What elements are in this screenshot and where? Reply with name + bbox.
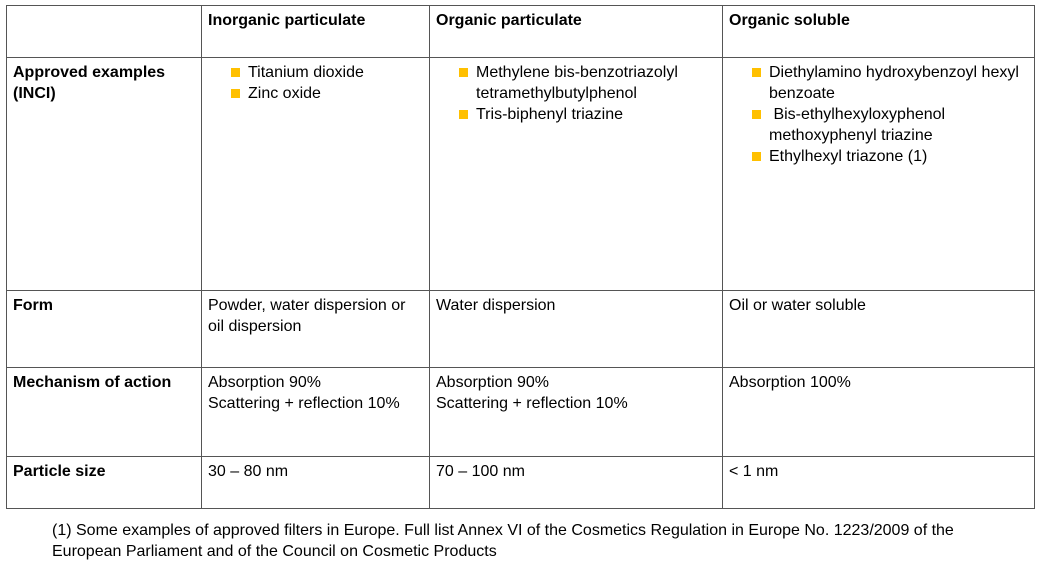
mechanism-line: Absorption 90%	[208, 374, 321, 391]
footnote: (1) Some examples of approved filters in Europe. Full list Annex VI of the Cosmetics Regulation in Europe No. 1223/2009 of the European Parliament and of the Council on Cosmetic Products	[52, 522, 954, 560]
list-item	[729, 62, 1028, 104]
mechanism-row	[7, 368, 1035, 457]
mechanism-line: Scattering + reflection 10%	[436, 395, 628, 412]
header-organic-soluble: Organic soluble	[723, 6, 1035, 58]
row-label-particle-size: Particle size	[7, 457, 202, 509]
examples-inorganic-cell	[202, 58, 430, 291]
bullet-square-icon	[459, 110, 468, 119]
form-inorganic-cell: Powder, water dispersion or oil dispersion	[202, 291, 430, 368]
list-item-text: Zinc oxide	[248, 85, 321, 102]
form-organic-particulate-cell: Water dispersion	[430, 291, 723, 368]
examples-organic-particulate-list	[436, 62, 716, 125]
row-label-mechanism: Mechanism of action	[7, 368, 202, 457]
list-item-text: Titanium dioxide	[248, 64, 364, 81]
particle-size-organic-particulate-cell: 70 – 100 nm	[430, 457, 723, 509]
list-item-text: Tris-biphenyl triazine	[476, 106, 624, 123]
header-inorganic-particulate: Inorganic particulate	[202, 6, 430, 58]
examples-row	[7, 58, 1035, 291]
bullet-square-icon	[752, 68, 761, 77]
particle-size-inorganic-cell: 30 – 80 nm	[202, 457, 430, 509]
examples-organic-particulate-cell	[430, 58, 723, 291]
list-item	[208, 83, 423, 104]
mechanism-organic-particulate-cell	[430, 368, 723, 457]
mechanism-line: Scattering + reflection 10%	[208, 395, 400, 412]
list-item	[729, 104, 1028, 146]
mechanism-inorganic-cell	[202, 368, 430, 457]
bullet-square-icon	[752, 152, 761, 161]
header-row	[7, 6, 1035, 58]
form-organic-soluble-cell: Oil or water soluble	[723, 291, 1035, 368]
bullet-square-icon	[231, 68, 240, 77]
examples-organic-soluble-list	[729, 62, 1028, 167]
mechanism-organic-soluble-cell	[723, 368, 1035, 457]
bullet-square-icon	[459, 68, 468, 77]
row-label-examples: Approved examples (INCI)	[7, 58, 202, 291]
row-label-form: Form	[7, 291, 202, 368]
examples-inorganic-list	[208, 62, 423, 104]
mechanism-line: Absorption 100%	[729, 374, 851, 391]
list-item	[436, 104, 716, 125]
examples-organic-soluble-cell	[723, 58, 1035, 291]
list-item-text: Bis-ethylhexyloxyphenol methoxyphenyl triazine	[769, 106, 950, 144]
form-row	[7, 291, 1035, 368]
list-item	[208, 62, 423, 83]
list-item	[436, 62, 716, 104]
uv-filters-table	[6, 5, 1035, 509]
list-item-text: Ethylhexyl triazone (1)	[769, 148, 928, 165]
header-cell-empty	[7, 6, 202, 58]
bullet-square-icon	[752, 110, 761, 119]
list-item	[729, 146, 1028, 167]
header-organic-particulate: Organic particulate	[430, 6, 723, 58]
mechanism-line: Absorption 90%	[436, 374, 549, 391]
list-item-text: Diethylamino hydroxybenzoyl hexyl benzoate	[769, 64, 1019, 102]
list-item-text: Methylene bis-benzotriazolyl tetramethylbutylphenol	[476, 64, 678, 102]
particle-size-organic-soluble-cell: < 1 nm	[723, 457, 1035, 509]
bullet-square-icon	[231, 89, 240, 98]
particle-size-row	[7, 457, 1035, 509]
